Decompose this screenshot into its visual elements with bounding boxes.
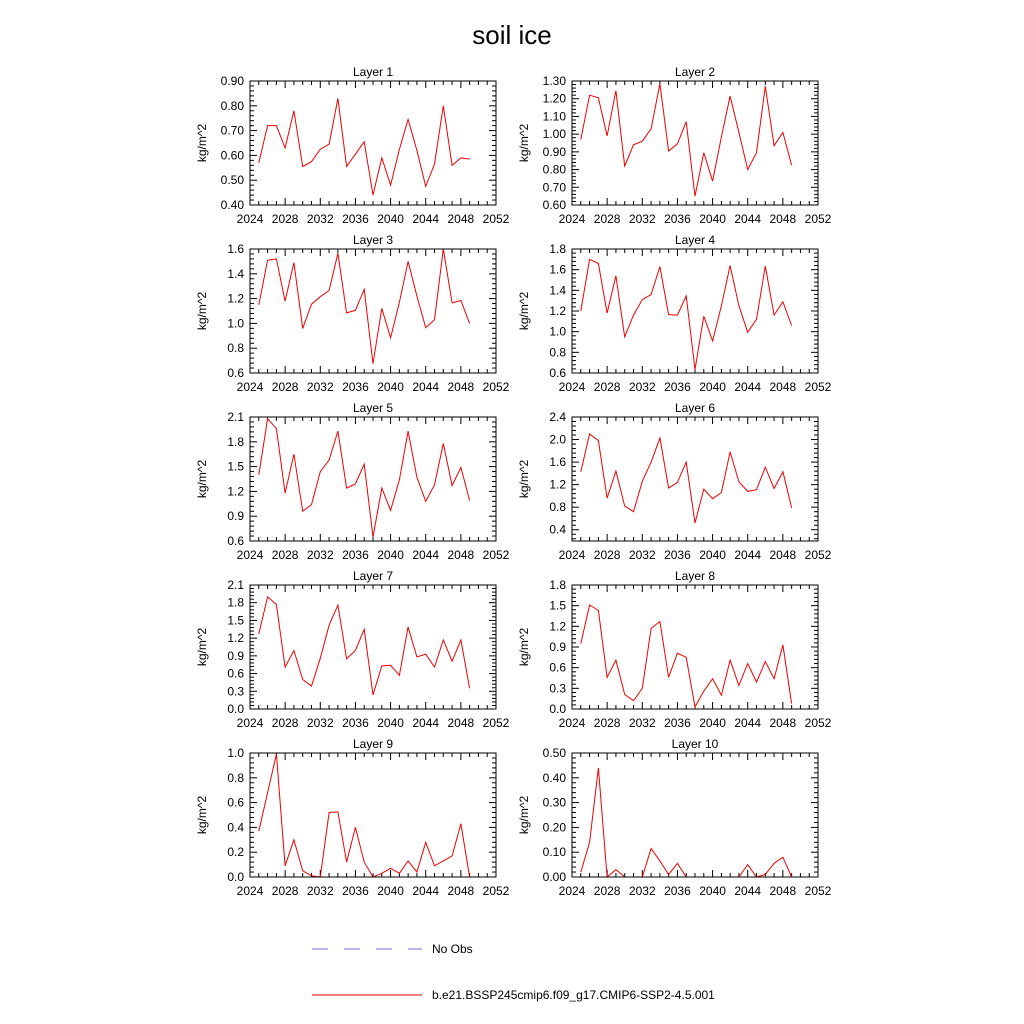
y-tick-label: 0.6 (549, 660, 566, 675)
panel-title: Layer 5 (352, 401, 394, 415)
x-tick-label: 2052 (804, 212, 832, 226)
y-axis-label: kg/m^2 (517, 795, 531, 835)
y-tick-label: 0.90 (220, 74, 244, 88)
y-axis-label: kg/m^2 (195, 291, 209, 331)
x-tick-label: 2048 (769, 884, 797, 898)
y-tick-label: 0.40 (220, 198, 244, 212)
plot-frame (250, 753, 496, 877)
y-tick-label: 2.4 (549, 410, 566, 424)
y-tick-label: 1.8 (227, 434, 244, 449)
x-tick-label: 2052 (482, 212, 510, 226)
y-tick-label: 2.1 (227, 578, 244, 592)
panel-layer-2 (517, 65, 832, 226)
y-tick-label: 1.0 (549, 324, 566, 339)
legend-item-no-obs (312, 942, 473, 956)
x-tick-label: 2036 (342, 716, 369, 730)
x-tick-label: 2052 (482, 380, 510, 394)
x-tick-label: 2052 (804, 716, 832, 730)
x-tick-label: 2052 (482, 716, 510, 730)
x-tick-label: 2044 (412, 212, 440, 226)
y-tick-label: 1.2 (549, 619, 566, 634)
x-tick-label: 2028 (271, 884, 299, 898)
x-tick-label: 2024 (236, 212, 264, 226)
legend-item-model-run (312, 988, 715, 1002)
y-tick-label: 0.0 (227, 870, 244, 884)
y-axis-label: kg/m^2 (195, 123, 209, 163)
y-tick-label: 0.8 (549, 500, 566, 515)
panel-title: Layer 6 (674, 401, 716, 415)
y-axis-label: kg/m^2 (195, 459, 209, 499)
plot-frame (250, 249, 496, 373)
x-tick-label: 2032 (628, 884, 656, 898)
x-tick-label: 2032 (628, 212, 656, 226)
x-tick-label: 2052 (804, 380, 832, 394)
x-tick-label: 2036 (664, 212, 691, 226)
series-line-model-run (259, 419, 470, 537)
panel-layer-9 (195, 737, 510, 898)
y-tick-label: 0.40 (542, 770, 566, 785)
panel-layer-10 (517, 737, 832, 898)
y-axis-label: kg/m^2 (517, 627, 531, 667)
x-tick-label: 2024 (558, 212, 586, 226)
x-tick-label: 2032 (628, 716, 656, 730)
x-tick-label: 2044 (734, 548, 762, 562)
x-tick-label: 2032 (306, 884, 334, 898)
y-tick-label: 0.20 (542, 820, 566, 835)
y-tick-label: 1.0 (227, 316, 244, 331)
series-line-model-run (581, 84, 792, 196)
y-tick-label: 1.4 (549, 283, 566, 298)
panel-title: Layer 8 (674, 569, 716, 583)
x-tick-label: 2024 (558, 716, 586, 730)
series-line-model-run (581, 768, 792, 877)
y-tick-label: 1.20 (542, 91, 566, 106)
panel-title: Layer 2 (674, 65, 716, 79)
y-tick-label: 1.8 (227, 595, 244, 610)
y-tick-label: 0.80 (542, 162, 566, 177)
x-tick-label: 2044 (734, 716, 762, 730)
y-tick-label: 2.0 (549, 432, 566, 447)
plot-frame (572, 249, 818, 373)
x-tick-label: 2032 (306, 212, 334, 226)
y-axis-label: kg/m^2 (517, 291, 531, 331)
panel-layer-6 (517, 401, 832, 562)
x-tick-label: 2024 (236, 380, 264, 394)
x-tick-label: 2052 (482, 884, 510, 898)
x-tick-label: 2044 (412, 716, 440, 730)
y-tick-label: 0.9 (227, 509, 244, 524)
y-tick-label: 1.4 (227, 266, 244, 281)
y-tick-label: 0.0 (227, 702, 244, 716)
x-tick-label: 2032 (628, 548, 656, 562)
series-line-model-run (581, 605, 792, 707)
legend-label-model-run: b.e21.BSSP245cmip6.f09_g17.CMIP6-SSP2-4.5.001 (432, 988, 715, 1002)
y-tick-label: 1.00 (542, 127, 566, 142)
x-tick-label: 2052 (482, 548, 510, 562)
x-tick-label: 2048 (447, 212, 475, 226)
x-tick-label: 2048 (447, 380, 475, 394)
x-tick-label: 2040 (699, 380, 726, 394)
y-tick-label: 0.9 (227, 648, 244, 663)
x-tick-label: 2036 (664, 548, 691, 562)
x-tick-label: 2040 (377, 380, 404, 394)
y-tick-label: 1.5 (549, 598, 566, 613)
y-tick-label: 0.90 (542, 144, 566, 159)
x-tick-label: 2028 (593, 380, 621, 394)
y-tick-label: 0.6 (227, 366, 244, 380)
y-tick-label: 0.3 (227, 684, 244, 699)
series-line-model-run (259, 597, 470, 695)
x-tick-label: 2040 (699, 548, 726, 562)
y-axis-label: kg/m^2 (195, 627, 209, 667)
x-tick-label: 2036 (342, 548, 369, 562)
y-axis-label: kg/m^2 (517, 123, 531, 163)
y-tick-label: 1.2 (227, 484, 244, 499)
x-tick-label: 2036 (664, 884, 691, 898)
y-tick-label: 1.6 (549, 262, 566, 277)
y-tick-label: 0.6 (227, 666, 244, 681)
figure-title: soil ice (472, 20, 552, 50)
y-tick-label: 1.0 (227, 746, 244, 760)
plot-frame (572, 81, 818, 205)
y-tick-label: 0.8 (227, 341, 244, 356)
panel-title: Layer 7 (352, 569, 394, 583)
y-tick-label: 0.00 (542, 870, 566, 884)
y-tick-label: 0.6 (549, 366, 566, 380)
y-tick-label: 0.60 (542, 198, 566, 212)
y-tick-label: 0.4 (227, 820, 244, 835)
y-tick-label: 2.1 (227, 410, 244, 424)
x-tick-label: 2044 (412, 884, 440, 898)
plot-frame (250, 81, 496, 205)
panel-layer-8 (517, 569, 832, 730)
x-tick-label: 2040 (377, 716, 404, 730)
x-tick-label: 2032 (628, 380, 656, 394)
y-tick-label: 1.10 (542, 109, 566, 124)
y-tick-label: 1.2 (227, 631, 244, 646)
y-tick-label: 0.9 (549, 640, 566, 654)
panels (195, 65, 832, 898)
x-tick-label: 2052 (804, 548, 832, 562)
panel-title: Layer 10 (671, 737, 719, 751)
series-line-model-run (581, 434, 792, 523)
x-tick-label: 2036 (342, 212, 369, 226)
y-tick-label: 0.30 (542, 795, 566, 810)
series-line-model-run (259, 249, 470, 364)
x-tick-label: 2028 (271, 548, 299, 562)
x-tick-label: 2036 (342, 884, 369, 898)
y-tick-label: 0.0 (549, 702, 566, 716)
y-tick-label: 0.10 (542, 845, 566, 860)
y-tick-label: 0.6 (227, 795, 244, 810)
x-tick-label: 2028 (593, 716, 621, 730)
x-tick-label: 2040 (699, 716, 726, 730)
x-tick-label: 2048 (447, 548, 475, 562)
x-tick-label: 2048 (447, 884, 475, 898)
x-tick-label: 2032 (306, 716, 334, 730)
x-tick-label: 2040 (699, 884, 726, 898)
y-tick-label: 1.2 (227, 291, 244, 306)
x-tick-label: 2044 (412, 548, 440, 562)
x-tick-label: 2036 (664, 380, 691, 394)
x-tick-label: 2048 (447, 716, 475, 730)
y-tick-label: 0.60 (220, 148, 244, 163)
y-tick-label: 0.4 (549, 522, 566, 537)
y-tick-label: 0.8 (227, 770, 244, 785)
plot-frame (250, 417, 496, 541)
x-tick-label: 2028 (593, 548, 621, 562)
x-tick-label: 2040 (699, 212, 726, 226)
panel-title: Layer 9 (352, 737, 394, 751)
x-tick-label: 2048 (769, 716, 797, 730)
x-tick-label: 2024 (558, 548, 586, 562)
x-tick-label: 2052 (804, 884, 832, 898)
x-tick-label: 2024 (558, 884, 586, 898)
y-tick-label: 0.50 (542, 746, 566, 760)
panel-title: Layer 1 (352, 65, 394, 79)
x-tick-label: 2036 (664, 716, 691, 730)
y-axis-label: kg/m^2 (195, 795, 209, 835)
y-tick-label: 0.3 (549, 681, 566, 696)
x-tick-label: 2024 (236, 716, 264, 730)
x-tick-label: 2048 (769, 548, 797, 562)
x-tick-label: 2048 (769, 212, 797, 226)
plot-frame (250, 585, 496, 709)
y-tick-label: 0.2 (227, 845, 244, 860)
y-axis-label: kg/m^2 (517, 459, 531, 499)
series-line-model-run (259, 98, 470, 195)
x-tick-label: 2032 (306, 548, 334, 562)
y-tick-label: 1.5 (227, 459, 244, 474)
x-tick-label: 2028 (593, 212, 621, 226)
x-tick-label: 2044 (734, 884, 762, 898)
y-tick-label: 0.70 (542, 180, 566, 195)
y-tick-label: 1.8 (549, 242, 566, 256)
plot-frame (572, 585, 818, 709)
y-tick-label: 0.50 (220, 173, 244, 188)
y-tick-label: 0.6 (227, 534, 244, 548)
x-tick-label: 2044 (734, 212, 762, 226)
x-tick-label: 2024 (558, 380, 586, 394)
x-tick-label: 2028 (271, 380, 299, 394)
x-tick-label: 2036 (342, 380, 369, 394)
x-tick-label: 2024 (236, 548, 264, 562)
x-tick-label: 2032 (306, 380, 334, 394)
x-tick-label: 2040 (377, 212, 404, 226)
y-tick-label: 1.5 (227, 613, 244, 628)
x-tick-label: 2040 (377, 548, 404, 562)
x-tick-label: 2028 (593, 884, 621, 898)
x-tick-label: 2040 (377, 884, 404, 898)
y-tick-label: 0.70 (220, 123, 244, 138)
x-tick-label: 2044 (412, 380, 440, 394)
series-line-model-run (581, 259, 792, 369)
x-tick-label: 2044 (734, 380, 762, 394)
y-tick-label: 1.6 (227, 242, 244, 256)
x-tick-label: 2028 (271, 212, 299, 226)
x-tick-label: 2024 (236, 884, 264, 898)
panel-layer-7 (195, 569, 510, 730)
y-tick-label: 1.2 (549, 304, 566, 318)
y-tick-label: 0.80 (220, 98, 244, 113)
y-tick-label: 1.30 (542, 74, 566, 88)
panel-title: Layer 4 (674, 233, 716, 247)
panel-layer-1 (195, 65, 510, 226)
y-tick-label: 1.8 (549, 578, 566, 592)
panel-layer-3 (195, 233, 510, 394)
panel-layer-4 (517, 233, 832, 394)
legend-label-no-obs: No Obs (432, 942, 473, 956)
y-tick-label: 1.2 (549, 477, 566, 492)
y-tick-label: 1.6 (549, 455, 566, 470)
x-tick-label: 2048 (769, 380, 797, 394)
y-tick-label: 0.8 (549, 345, 566, 360)
panel-layer-5 (195, 401, 510, 562)
series-line-model-run (259, 754, 470, 877)
panel-title: Layer 3 (352, 233, 394, 247)
legend (312, 942, 715, 1002)
x-tick-label: 2028 (271, 716, 299, 730)
